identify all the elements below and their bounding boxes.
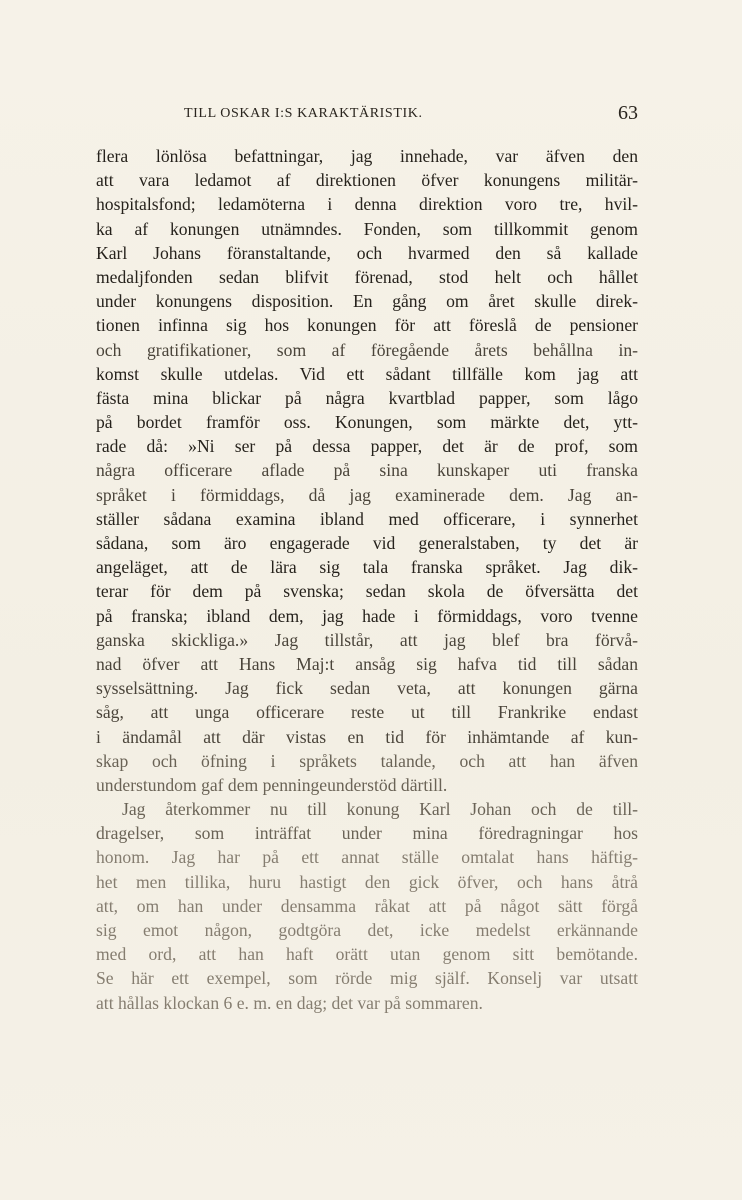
text-line: tionen infinna sig hos konungen för att föreslå de pensioner [96, 315, 638, 336]
paragraph-1 [96, 144, 638, 797]
text-line: angeläget, att de lära sig tala franska språket. Jag dik- [96, 557, 638, 578]
text-line: ganska skickliga.» Jag tillstår, att jag blef bra förvå- [96, 629, 638, 650]
page-header [96, 104, 638, 130]
text-line: het men tillika, huru hastigt den gick öfver, och hans åtrå [96, 871, 638, 892]
text-line: nad öfver att Hans Maj:t ansåg sig hafva tid till sådan [96, 653, 638, 674]
body-text [96, 144, 638, 1015]
text-line: ka af konungen utnämndes. Fonden, som tillkommit genom [96, 218, 638, 239]
text-line: terar för dem på svenska; sedan skola de öfversätta det [96, 581, 638, 602]
text-line: sig emot någon, godtgöra det, icke medelst erkännande [96, 920, 638, 940]
text-line: på bordet framför oss. Konungen, som märkte det, ytt- [96, 412, 638, 433]
text-line: under konungens disposition. En gång om året skulle direk- [96, 291, 638, 312]
text-line: understundom gaf dem penningeunderstöd därtill. [96, 774, 448, 795]
text-line: Karl Johans föranstaltande, och hvarmed den så kallade [96, 242, 638, 263]
page-number: 63 [618, 102, 638, 124]
text-line: att, om han under densamma råkat att på något sätt förgå [96, 895, 638, 916]
text-line: några officerare aflade på sina kunskaper uti franska [96, 460, 638, 481]
text-line: språket i förmiddags, då jag examinerade dem. Jag an- [96, 484, 638, 505]
text-line: hospitalsfond; ledamöterna i denna direktion voro tre, hvil- [96, 194, 638, 215]
text-line: på franska; ibland dem, jag hade i förmiddags, voro tvenne [96, 605, 638, 626]
text-line: med ord, att han haft orätt utan genom sitt bemötande. [96, 944, 638, 965]
text-line: att vara ledamot af direktionen öfver konungens militär- [96, 170, 638, 191]
text-line: komst skulle utdelas. Vid ett sådant tillfälle kom jag att [96, 363, 638, 384]
text-line: att hållas klockan 6 e. m. en dag; det var på sommaren. [96, 992, 483, 1013]
text-line: rade då: »Ni ser på dessa papper, det är de prof, som [96, 436, 638, 457]
text-line: sysselsättning. Jag fick sedan veta, att konungen gärna [96, 678, 638, 699]
text-line: honom. Jag har på ett annat ställe omtalat hans häftig- [96, 847, 638, 868]
paragraph-2 [96, 797, 638, 1015]
text-line: dragelser, som inträffat under mina föredragningar hos [96, 823, 638, 844]
text-line: Se här ett exempel, som rörde mig själf. Konselj var utsatt [96, 968, 638, 989]
text-line: skap och öfning i språkets talande, och att han äfven [96, 750, 638, 771]
text-line: ställer sådana examina ibland med officerare, i synnerhet [96, 508, 638, 529]
running-title: TILL OSKAR I:S KARAKTÄRISTIK. [184, 106, 423, 121]
text-line: flera lönlösa befattningar, jag innehade, var äfven den [96, 146, 638, 166]
text-line: Jag återkommer nu till konung Karl Johan och de till- [122, 799, 638, 820]
text-line: i ändamål att där vistas en tid för inhämtande af kun- [96, 726, 638, 747]
text-line: medaljfonden sedan blifvit förenad, stod helt och hållet [96, 266, 638, 287]
text-line: sådana, som äro engagerade vid generalstaben, ty det är [96, 533, 638, 553]
text-line: såg, att unga officerare reste ut till Frankrike endast [96, 702, 638, 723]
text-line: fästa mina blickar på några kvartblad papper, som lågo [96, 387, 638, 408]
text-line: och gratifikationer, som af föregående årets behållna in- [96, 339, 638, 360]
